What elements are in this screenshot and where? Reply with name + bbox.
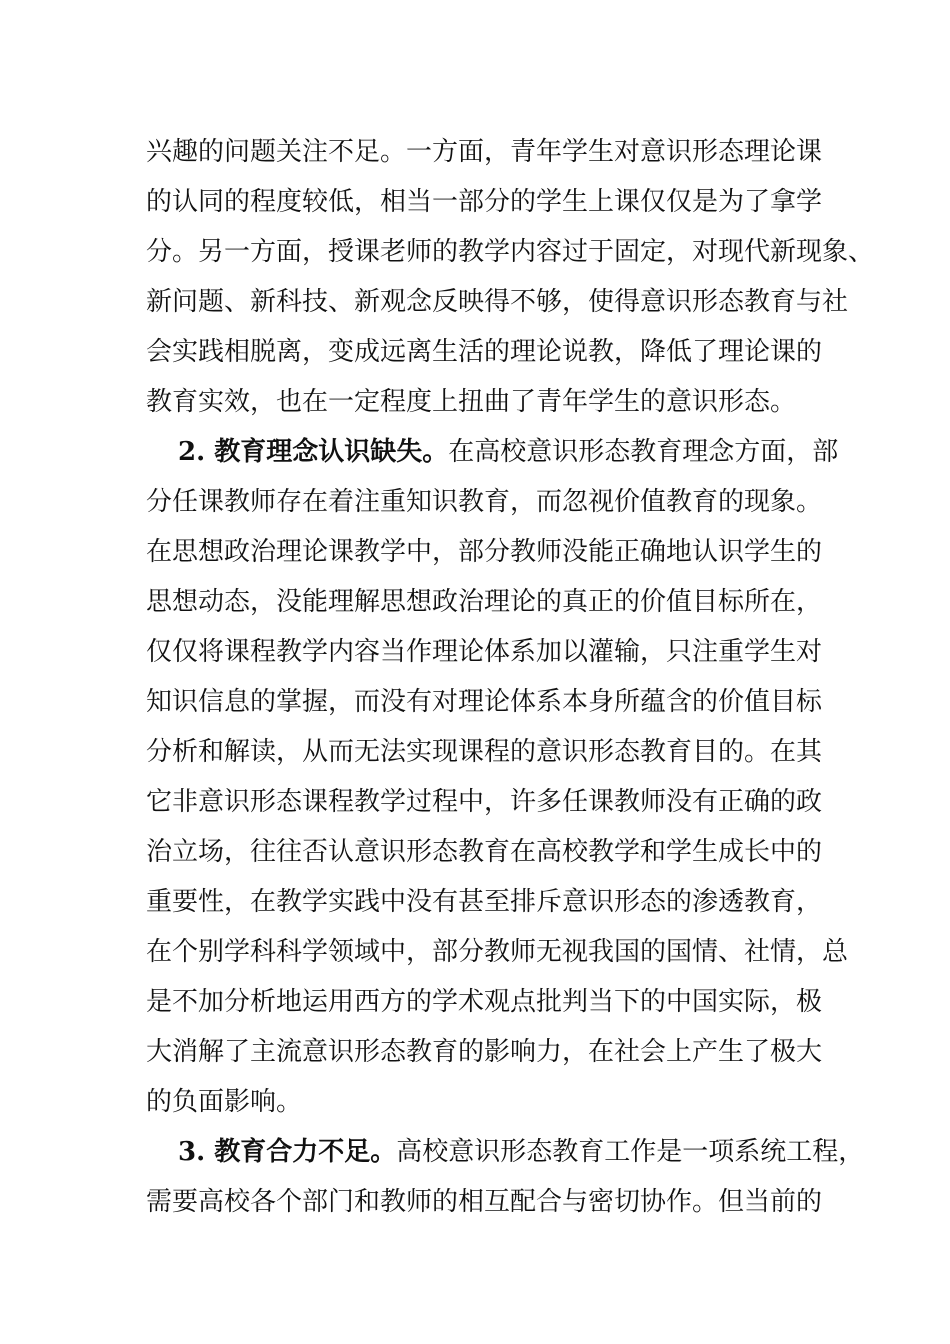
paragraph-2-line-5: 仅仅将课程教学内容当作理论体系加以灌输，只注重学生对 — [146, 637, 823, 667]
paragraph-2-line-1-text: 在高校意识形态教育理念方面，部 — [448, 437, 839, 467]
paragraph-3-line-1 — [178, 1132, 865, 1172]
paragraph-1-line-5: 会实践相脱离，变成远离生活的理论说教，降低了理论课的 — [146, 337, 823, 367]
paragraph-2-line-3: 在思想政治理论课教学中，部分教师没能正确地认识学生的 — [146, 537, 823, 567]
paragraph-2-line-10: 重要性，在教学实践中没有甚至排斥意识形态的渗透教育， — [146, 887, 823, 917]
paragraph-1-line-4: 新问题、新科技、新观念反映得不够，使得意识形态教育与社 — [146, 287, 849, 317]
paragraph-2-line-9: 治立场，往往否认意识形态教育在高校教学和学生成长中的 — [146, 837, 823, 867]
paragraph-2-line-8: 它非意识形态课程教学过程中，许多任课教师没有正确的政 — [146, 787, 823, 817]
paragraph-3-heading: 3. 教育合力不足。 — [178, 1137, 397, 1167]
paragraph-2-line-6: 知识信息的掌握，而没有对理论体系本身所蕴含的价值目标 — [146, 687, 823, 717]
paragraph-3-line-1-text: 高校意识形态教育工作是一项系统工程， — [396, 1137, 865, 1167]
paragraph-3-line-2: 需要高校各个部门和教师的相互配合与密切协作。但当前的 — [146, 1187, 823, 1217]
paragraph-1-line-6: 教育实效，也在一定程度上扭曲了青年学生的意识形态。 — [146, 387, 797, 417]
paragraph-1-line-1: 兴趣的问题关注不足。一方面，青年学生对意识形态理论课 — [146, 137, 823, 167]
paragraph-2-line-13: 大消解了主流意识形态教育的影响力，在社会上产生了极大 — [146, 1037, 823, 1067]
paragraph-2-line-12: 是不加分析地运用西方的学术观点批判当下的中国实际，极 — [146, 987, 823, 1017]
paragraph-2-line-14: 的负面影响。 — [146, 1087, 303, 1117]
paragraph-2-line-11: 在个别学科科学领域中，部分教师无视我国的国情、社情，总 — [146, 937, 849, 967]
paragraph-1-line-2: 的认同的程度较低，相当一部分的学生上课仅仅是为了拿学 — [146, 187, 823, 217]
paragraph-2-line-7: 分析和解读，从而无法实现课程的意识形态教育目的。在其 — [146, 737, 823, 767]
paragraph-1-line-3: 分。另一方面，授课老师的教学内容过于固定，对现代新现象、 — [146, 237, 875, 267]
paragraph-2-line-1 — [178, 432, 839, 472]
paragraph-2-line-2: 分任课教师存在着注重知识教育，而忽视价值教育的现象。 — [146, 487, 823, 517]
paragraph-2-line-4: 思想动态，没能理解思想政治理论的真正的价值目标所在， — [146, 587, 823, 617]
paragraph-2-heading: 2. 教育理念认识缺失。 — [178, 437, 449, 467]
